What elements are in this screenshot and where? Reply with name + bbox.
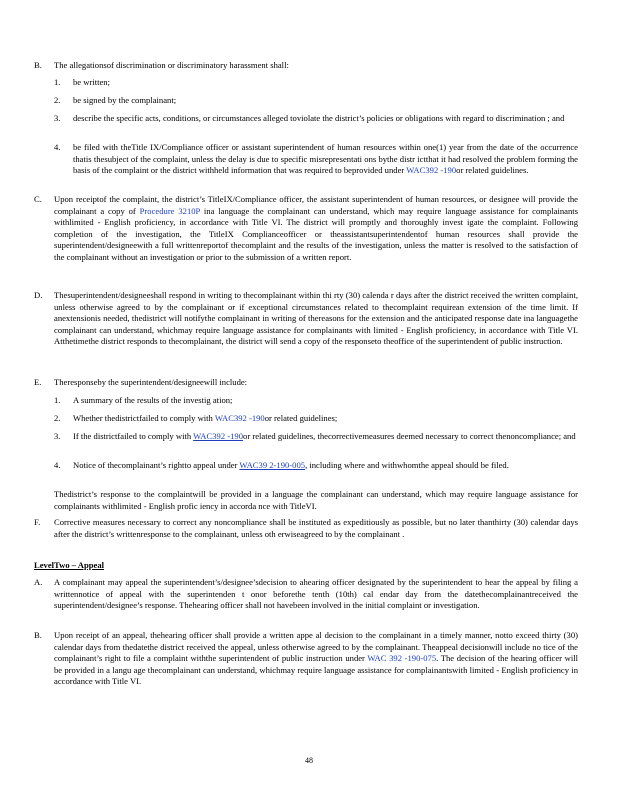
item-number: 2.: [54, 413, 61, 423]
section-c-text: [54, 194, 578, 264]
section-d-label: D.: [34, 290, 43, 300]
section-e-item-3: [54, 431, 578, 443]
section-c: [34, 194, 578, 264]
section-c-text-b: ina language the complainant can understand, which may require language assistance for complainants withlimited - English proficiency, in accordance with Title VI. The district will promptly and thoroughly invest igate the complaint. Following completion of the investigation, the TitleIX Complianceofficer or theassistantsuperintendentof human resources shall provide the superintendent/designeewith a full writtenreportof thecomplaint and the results of the investigation, unless the matter is resolved to the satisfaction of the complainant without an investigation or prior to the submission of a written report.: [54, 205, 578, 262]
section-b-item-2: [54, 95, 578, 107]
section-f-text: Corrective measures necessary to correct any noncompliance shall be instituted as expeditiously as possible, but no later thanthirty (30) calendar days after the district’s writtenresponse to the complainant, unless oth erwiseagreed to by the complainant .: [54, 517, 578, 539]
item-text-a: Whether thedistrictfailed to comply with: [73, 413, 215, 423]
appeal-b-text-b: . The decision of the hearing officer will be provided in a langu age thecomplainant can understand, whichmay require language assistance for complainantswith limited - English proficiency in accordance with Title VI.: [54, 653, 578, 687]
section-e-item-1: [54, 395, 578, 407]
section-f: [34, 517, 578, 540]
item-number: 1.: [54, 395, 61, 405]
section-d-text: Thesuperintendent/designeeshall respond in writing to thecomplainant within thi rty (30) calenda r days after the district received the written complaint, unless otherwise agreed to by the complainant or if exceptional circumstances related to thecomplaint requirean extension of the time limit. If anextensionis needed, thedistrict will notifythe complainant in writing of thereasons for the extension and the anticipated response date ina languagethe complainant can understand, whichmay require language assistance for complainants with limited - English proficiency, in accordance with Title VI. Atthetimethe district responds to thecomplainant, the district will send a copy of the responseto theoffice of the superintendent of public instruction.: [54, 290, 578, 347]
item-text: [73, 413, 578, 425]
item-text-a: Notice of thecomplainant’s rightto appeal under: [73, 460, 240, 470]
appeal-b-text-a: Upon receipt of an appeal, thehearing officer shall provide a written appe al decision to the complainant in a timely manner, notto exceed thirty (30) calendar days from thedatethe district received the appeal, unless otherwise agreed to by the complainant. Theappeal decisionwill include no tice of the complainant’s right to file a complaint withthe superintendent of public instruction under: [54, 630, 578, 664]
section-d: [34, 290, 578, 348]
item-text-a: If the districtfailed to comply with: [73, 431, 194, 441]
page-number: 48: [305, 756, 313, 765]
section-b-item-3: [54, 113, 578, 125]
section-e-item-2: [54, 413, 578, 425]
wac-392-190-link[interactable]: WAC392 -190: [214, 413, 265, 423]
appeal-b: [34, 630, 578, 688]
item-text: [73, 460, 578, 472]
section-b: [34, 60, 578, 72]
wac-392-190-075-link[interactable]: WAC 392 -190-075: [367, 653, 437, 664]
procedure-3210p-link[interactable]: Procedure 3210P: [139, 205, 201, 216]
section-e-intro: Theresponseby the superintendent/designeewill include:: [54, 377, 248, 387]
section-f-label: F.: [34, 517, 41, 527]
item-number: 4.: [54, 460, 61, 470]
section-e-closing: Thedistrict’s response to the complaintwill be provided in a language the complainant can understand, which may require language assistance for complainants withlimited - English profic iency in accorda nce with TitleVI.: [54, 489, 578, 511]
item-text: be signed by the complainant;: [73, 95, 177, 105]
item-text-b: or related guidelines;: [264, 413, 338, 423]
section-b-label: B.: [34, 60, 42, 70]
appeal-b-text: [54, 630, 578, 688]
appeal-a-label: A.: [34, 577, 43, 587]
appeal-b-label: B.: [34, 630, 42, 640]
item-text-b: or related guidelines, thecorrectivemeasures deemed necessary to correct thenoncompliance; and: [243, 431, 576, 441]
item-text: describe the specific acts, conditions, or circumstances alleged toviolate the district’s policies or obligations with regard to discrimination ; and: [73, 113, 565, 123]
item-text-b: , including where and withwhomthe appeal should be filed.: [305, 460, 509, 470]
section-b-item-1: [54, 77, 578, 89]
item-text: be written;: [73, 77, 110, 87]
appeal-a-text: A complainant may appeal the superintendent’s/designee’sdecision to ahearing officer designated by the superintendent to hear the appeal by filing a writtennotice of appeal with the superintenden t onor beforethe tenth (10th) cal endar day from the datethecomplainantreceived the superintendent/designee’s response. Thehearing officer shall not havebeen involved in the initial complaint or investigation.: [54, 577, 578, 611]
item-text-b: or related guidelines.: [456, 165, 529, 176]
section-e: [34, 377, 578, 389]
item-number: 1.: [54, 77, 61, 87]
item-text: A summary of the results of the investig ation;: [73, 395, 233, 405]
section-c-text-a: Upon receiptof the complaint, the district’s TitleIX/Compliance officer, the assistant superintendent of human resources, or designee will provide the complainant a copy of: [54, 194, 578, 216]
wac-392-190-link[interactable]: WAC392 -190: [406, 165, 457, 176]
section-b-item-4: [54, 142, 578, 177]
item-text: [73, 431, 578, 443]
wac-392-190-link[interactable]: WAC392 -190: [193, 431, 244, 441]
item-text-a: be filed with theTitle IX/Compliance officer or assistant superintendent of human resources within one(1) year from the date of the occurrence thatis thesubject of the complaint, unless the delay is due to specific misrepresentati ons bythe distr ictthat it had resolved the problem forming the basis of the complaint or the district withheld information that was required to beprovided under: [73, 142, 578, 176]
section-e-item-4: [54, 460, 578, 472]
item-number: 3.: [54, 431, 61, 441]
appeal-a: [34, 577, 578, 612]
item-number: 2.: [54, 95, 61, 105]
section-e-label: E.: [34, 377, 42, 387]
item-text: [73, 142, 578, 177]
item-number: 4.: [54, 142, 61, 152]
item-number: 3.: [54, 113, 61, 123]
section-c-label: C.: [34, 194, 42, 204]
section-b-intro: The allegationsof discrimination or discriminatory harassment shall:: [54, 60, 289, 70]
level-two-heading: LevelTwo – Appeal: [34, 560, 105, 570]
wac-392-190-005-link[interactable]: WAC39 2-190-005: [239, 460, 306, 470]
